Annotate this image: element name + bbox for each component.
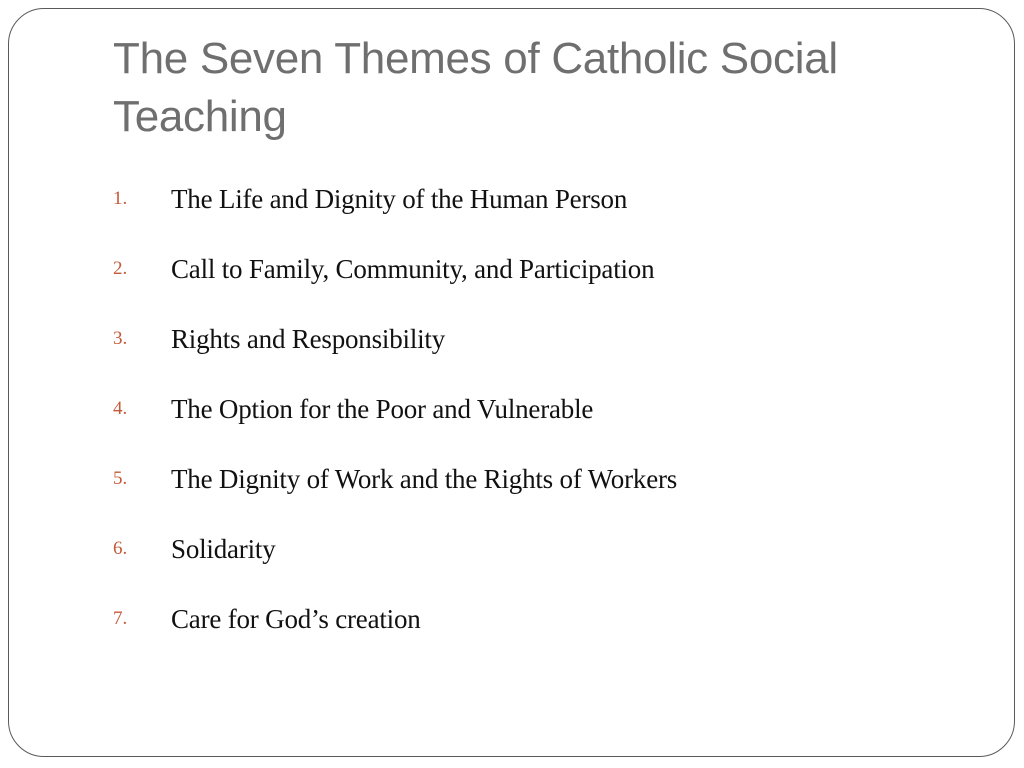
item-number: 3. [113, 328, 128, 349]
slide-title: The Seven Themes of Catholic Social Teaching [113, 34, 838, 141]
item-text: Solidarity [171, 534, 276, 564]
item-text: The Life and Dignity of the Human Person [171, 184, 628, 214]
item-text: Call to Family, Community, and Participation [171, 254, 655, 284]
item-text: The Option for the Poor and Vulnerable [171, 394, 594, 424]
item-text: The Dignity of Work and the Rights of Workers [171, 464, 678, 494]
item-number: 1. [113, 188, 128, 209]
item-number: 4. [113, 398, 128, 419]
item-text: Care for God’s creation [171, 604, 421, 634]
item-number: 6. [113, 538, 128, 559]
item-number: 2. [113, 258, 128, 279]
item-number: 5. [113, 468, 128, 489]
item-number: 7. [113, 608, 128, 629]
item-text: Rights and Responsibility [171, 324, 446, 354]
